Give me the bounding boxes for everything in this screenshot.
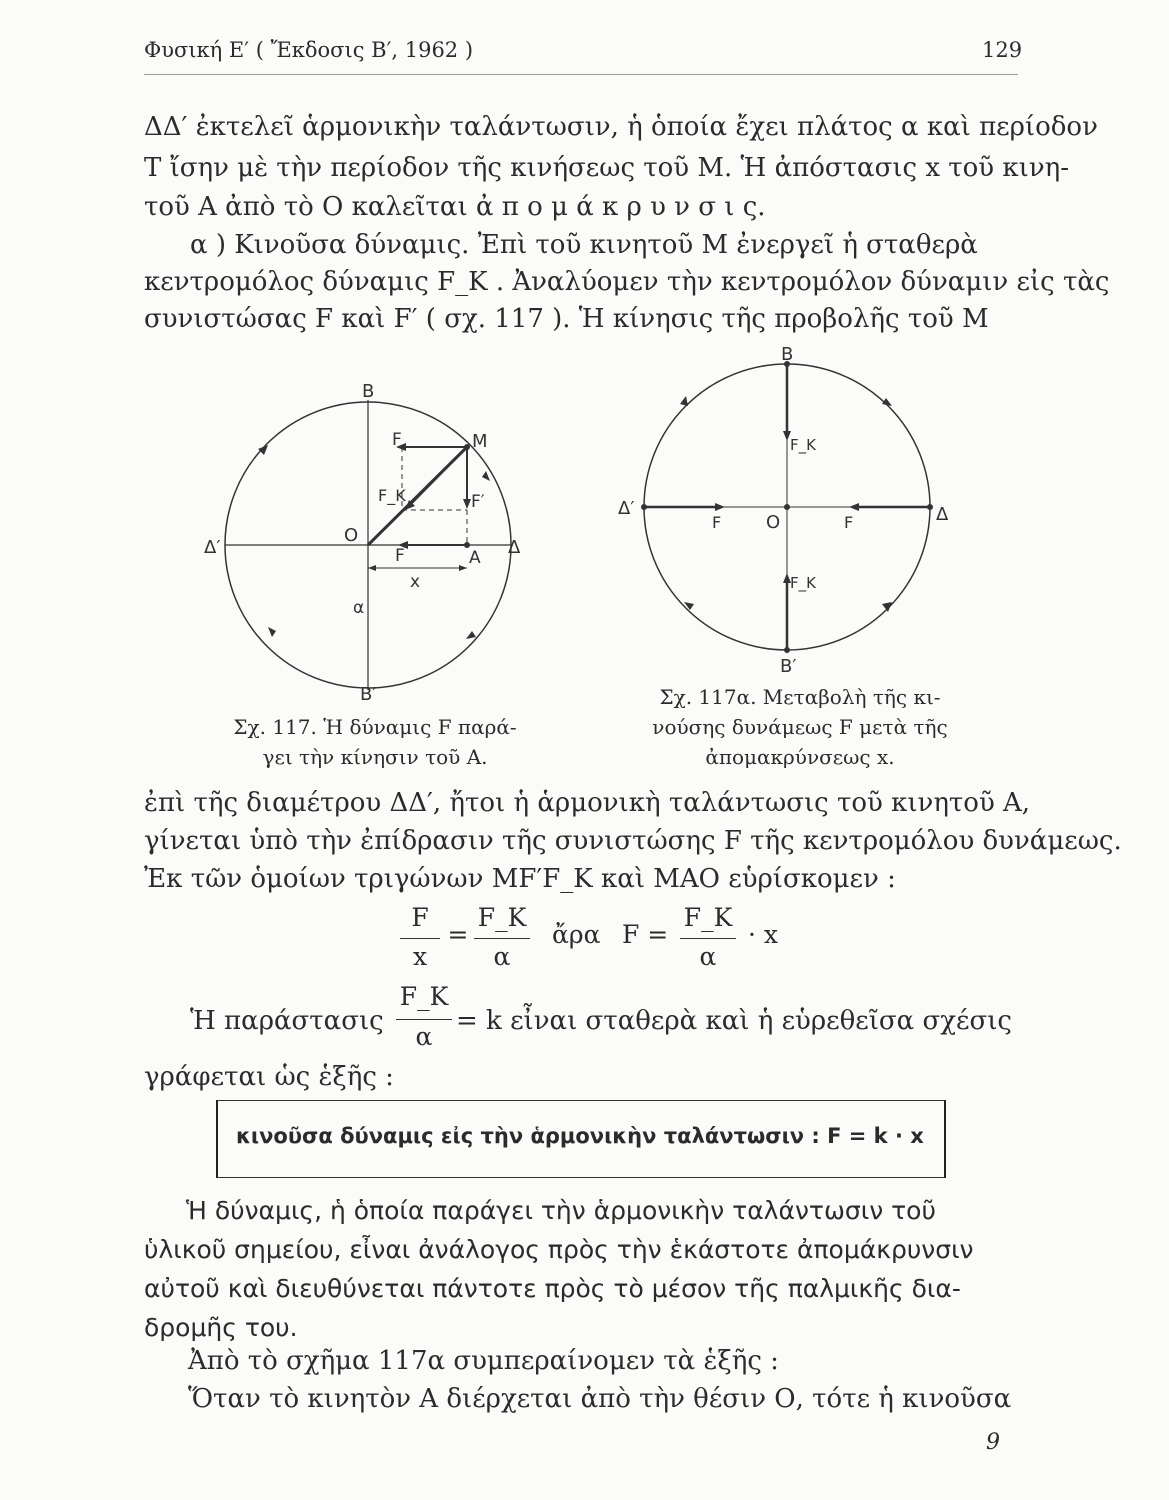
direction-arrow	[482, 471, 490, 481]
label-B: B	[362, 381, 375, 402]
arrowhead	[715, 503, 725, 511]
eq1-num2: F_K	[683, 903, 733, 932]
caption-line: ἀπομακρύνσεως x.	[705, 745, 895, 769]
point	[927, 504, 933, 510]
text-line: Ἀπὸ τὸ σχῆμα 117α συμπεραίνομεν τὰ ἑξῆς :	[188, 1346, 779, 1376]
eq2-suffix: = k εἶναι σταθερὰ καὶ ἡ εὑρεθεῖσα σχέσις	[456, 1006, 1012, 1036]
figure-117a-caption	[620, 682, 980, 772]
text-line: ὑλικοῦ σημείου, εἶναι ἀνάλογος πρὸς τὴν ἑκάστοτε ἀπομάκρυνσιν	[144, 1235, 974, 1264]
text-line: ΔΔ′ ἐκτελεῖ ἁρμονικὴν ταλάντωσιν, ἡ ὁποία ἔχει πλάτος α καὶ περίοδον	[144, 112, 1098, 142]
text-line: συνιστώσας F καὶ F′ ( σχ. 117 ). Ἡ κίνησις τῆς προβολῆς τοῦ Μ	[144, 304, 989, 334]
text-line: Ὅταν τὸ κινητὸν Α διέρχεται ἀπὸ τὴν θέσιν Ο, τότε ἡ κινοῦσα	[188, 1384, 1012, 1414]
label-F-top: F	[392, 430, 402, 450]
figure-117-caption	[210, 712, 540, 772]
label-FK-bottom: F_K	[790, 574, 816, 592]
label-F-prime: F′	[471, 492, 485, 512]
text-line: Ἡ δύναμις, ἡ ὁποία παράγει τὴν ἁρμονικὴν ταλάντωσιν τοῦ	[186, 1196, 936, 1225]
text-line: δρομῆς του.	[144, 1313, 298, 1342]
fraction-bar	[680, 938, 736, 939]
text-line: αὐτοῦ καὶ διευθύνεται πάντοτε πρὸς τὸ μέσον τῆς παλμικῆς δια-	[144, 1274, 961, 1303]
direction-arrow	[466, 631, 476, 639]
boxed-formula	[216, 1100, 946, 1178]
direction-arrow	[882, 398, 892, 406]
label-Delta: Δ	[936, 504, 949, 525]
box-bottom-rule	[218, 1177, 944, 1178]
text-line: ἐπὶ τῆς διαμέτρου ΔΔ′, ἤτοι ἡ ἁρμονικὴ ταλάντωσις τοῦ κινητοῦ Α,	[144, 788, 1031, 818]
eq1-lhs-num: F	[411, 903, 429, 932]
caption-line: νούσης δυνάμεως F μετὰ τῆς	[652, 715, 948, 739]
label-F-right: F	[844, 513, 854, 532]
eq1-lhs-den: x	[412, 942, 428, 971]
arrowhead	[368, 565, 376, 571]
running-header: Φυσική Ε′ ( Ἔκδοσις Β′, 1962 )	[144, 38, 474, 62]
text-line: γίνεται ὑπὸ τὴν ἐπίδρασιν τῆς συνιστώσης F τῆς κεντρομόλου δυνάμεως.	[144, 826, 1122, 856]
eq2-num: F_K	[399, 982, 449, 1011]
text-line: α ) Κινοῦσα δύναμις. Ἐπὶ τοῦ κινητοῦ Μ ἐνεργεῖ ἡ σταθερὰ	[190, 230, 978, 260]
label-FK-top: F_K	[790, 436, 816, 454]
text-line: κεντρομόλος δύναμις F_K . Ἀναλύομεν τὴν κεντρομόλον δύναμιν εἰς τὰς	[144, 267, 1110, 297]
label-Delta: Δ	[508, 537, 521, 558]
direction-arrow	[680, 396, 688, 406]
caption-line: γει τὴν κίνησιν τοῦ Α.	[262, 745, 488, 769]
direction-arrow	[268, 627, 276, 637]
arrowhead	[459, 565, 467, 571]
label-B-prime: B′	[360, 684, 377, 705]
point-M	[464, 444, 470, 450]
caption-line: Σχ. 117. Ἡ δύναμις F παρά-	[233, 715, 517, 739]
caption-line: Σχ. 117α. Μεταβολὴ τῆς κι-	[659, 685, 941, 709]
label-A: A	[469, 548, 481, 568]
eq1-rhs-num: F_K	[477, 903, 527, 932]
label-B-prime: B′	[780, 656, 797, 677]
point	[784, 647, 790, 653]
eq2-den: α	[415, 1022, 433, 1051]
arrowhead	[849, 503, 859, 511]
eq1-rhs-den: α	[493, 942, 511, 971]
eq2-prefix: Ἡ παράστασις	[190, 1006, 384, 1036]
eq1-tail: · x	[748, 920, 778, 949]
fraction-bar	[474, 938, 530, 939]
boxed-formula-text: κινοῦσα δύναμις εἰς τὴν ἁρμονικὴν ταλάντωσιν : F = k · x	[236, 1124, 924, 1148]
figure-117	[190, 375, 550, 705]
eq1-equals: =	[447, 920, 469, 949]
label-B: B	[781, 344, 794, 365]
label-a: α	[353, 598, 365, 618]
point-O	[784, 504, 790, 510]
text-line: Ἐκ τῶν ὁμοίων τριγώνων MF′F_K καὶ ΜΑΟ εὑρίσκομεν :	[144, 864, 896, 894]
footer-signature: 9	[986, 1430, 1000, 1455]
point	[641, 504, 647, 510]
figure-117a	[610, 342, 960, 677]
fraction-bar	[396, 1019, 452, 1020]
label-O: O	[344, 525, 359, 546]
header-rule	[144, 74, 1018, 75]
label-M: M	[472, 431, 488, 452]
label-F-bottom: F	[395, 546, 405, 566]
page-number: 129	[982, 38, 1023, 62]
label-O: O	[766, 512, 781, 533]
force-FK	[410, 447, 467, 505]
direction-arrow	[684, 602, 694, 610]
eq1-den2: α	[699, 942, 717, 971]
text-line: τοῦ Α ἀπὸ τὸ Ο καλεῖται ἀ π ο μ ά κ ρ υ ν σ ι ς.	[144, 192, 766, 222]
fraction-bar	[400, 938, 440, 939]
label-FK: F_K	[378, 486, 406, 505]
label-Delta-prime: Δ′	[618, 498, 635, 519]
box-top-rule	[218, 1100, 944, 1101]
label-F-left: F	[712, 513, 722, 532]
label-Delta-prime: Δ′	[204, 537, 221, 558]
direction-arrow	[258, 445, 268, 455]
direction-arrow	[882, 602, 892, 612]
eq2-next-line: γράφεται ὡς ἑξῆς :	[144, 1062, 394, 1092]
label-x: x	[410, 572, 421, 592]
text-line: Τ ἴσην μὲ τὴν περίοδον τῆς κινήσεως τοῦ Μ. Ἡ ἀπόστασις x τοῦ κινη-	[144, 153, 1069, 183]
eq1-F-equals: F =	[622, 920, 669, 949]
eq1-ara: ἄρα	[552, 920, 601, 949]
